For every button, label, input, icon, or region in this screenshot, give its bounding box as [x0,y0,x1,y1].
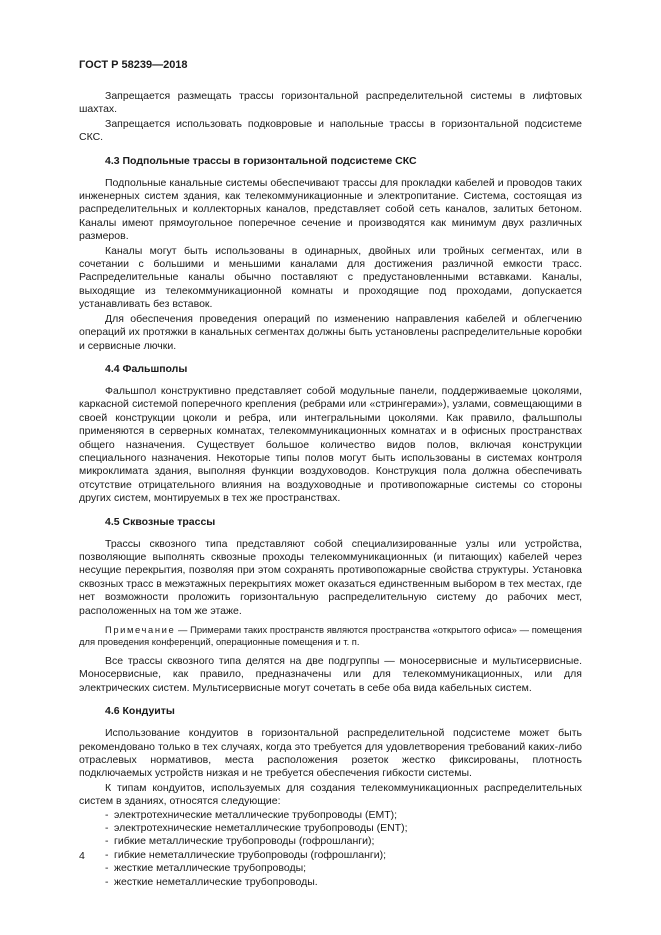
paragraph: Запрещается размещать трассы горизонтальной распределительной системы в лифтовых шахтах. [79,90,582,116]
list-item: - жесткие неметаллические трубопроводы. [105,875,318,888]
list-dash: - [105,835,109,848]
note [79,624,582,648]
list-item: - электротехнические неметаллические трубопроводы (ENT); [105,822,408,835]
section-heading-4-6: 4.6 Кондуиты [105,705,175,718]
list-item: - электротехнические металлические трубопроводы (ЕМТ); [105,808,398,821]
list-item: - жесткие металлические трубопроводы; [105,862,307,875]
conduit-types-list [79,809,582,889]
paragraph: Все трассы сквозного типа делятся на две подгруппы — моносервисные и мультисервисные. Моносервисные, как правило, предназначены или для телекоммуникационных, или для электрических систем. Мультисервисные могут сочетать в себе оба вида кабельных систем. [79,655,582,694]
list-dash: - [105,822,109,835]
note-label: Примечание [105,624,176,635]
page-header-standard: ГОСТ Р 58239—2018 [79,59,188,71]
paragraph: Использование кондуитов в горизонтальной распределительной подсистеме может быть рекомендовано только в тех случаях, когда это требуется для удовлетворения требований каких-либо отраслевых нормативов, места расположения розеток жестко фиксированы, плотность подключаемых устройств низкая и не требуется обеспечения гибкости системы. [79,727,582,780]
section-heading-4-4: 4.4 Фальшполы [105,362,188,375]
paragraph: Запрещается использовать подковровые и напольные трассы в горизонтальной подсистеме СКС. [79,117,582,144]
paragraph: Для обеспечения проведения операций по изменению направления кабелей и облегчению операций их протяжки в канальных сегментах должны быть установлены распределительные коробки и сервисные лючки. [79,312,582,352]
paragraph: Подпольные канальные системы обеспечивают трассы для прокладки кабелей и проводов таких инженерных систем здания, как телекоммуникационные и электропитание. Система, состоящая из распределительных и коллекторных каналов, представляет собой сеть каналов, залитых бетоном. Каналы имеют прямоугольное поперечное сечение и производятся как минимум двух различных размеров. [79,176,582,243]
page-number: 4 [79,850,85,862]
note-text: — Примерами таких пространств являются пространства «открытого офиса» — помещения для проведения конференций, операционные помещения и т. п. [79,624,582,647]
paragraph: Трассы сквозного типа представляют собой специализированные узлы или устройства, позволяющие выполнять сквозные проходы телекоммуникационных (и питающих) кабелей через несущие перекрытия, позволяя при этом сохранять противопожарные свойства структуры. Установка сквозных трасс в межэтажных перекрытиях может оказаться единственным выбором в тех местах, где нет возможности проложить горизонтальную распределительную систему до рабочих мест, расположенных на том же этаже. [79,537,582,617]
section-heading-4-3: 4.3 Подпольные трассы в горизонтальной подсистеме СКС [105,154,417,167]
list-dash: - [105,875,109,888]
paragraph: К типам кондуитов, используемых для создания телекоммуникационных распределительных систем в зданиях, относятся следующие: [79,781,582,808]
list-dash: - [105,848,109,861]
document-body [79,90,582,889]
list-item: - гибкие металлические трубопроводы (гофрошланги); [105,835,375,848]
paragraph: Каналы могут быть использованы в одинарных, двойных или тройных сегментах, или в сочетании с большими и меньшими каналами для достижения различной емкости трасс. Распределительные каналы обычно поставляют с предустановленными вставками. Каналы, выходящие из телекоммуникационной комнаты и проходящие под проходами, допускается устанавливать без вставок. [79,244,582,311]
list-item: - гибкие неметаллические трубопроводы (гофрошланги); [105,848,387,861]
list-dash: - [105,808,109,821]
section-heading-4-5: 4.5 Сквозные трассы [105,515,216,528]
paragraph: Фальшпол конструктивно представляет собой модульные панели, поддерживаемые цоколями, каркасной системой поперечного крепления (ребрами или «стрингерами»), узлами, совмещающими в своей конструкции цоколи и ребра, или интегральными цоколями. Как правило, фальшполы применяются в серверных комнатах, телекоммуникационных комнатах и в офисных пространствах общего назначения. Существует большое количество видов полов, включая конструкции специального назначения. Некоторые типы полов могут быть использованы в системах контроля микроклимата здания, выполняя функции воздуховодов. Конструкция пола должна обеспечивать отсутствие отрицательного влияния на воздуховодные и противопожарные системы со стороны других систем, монтируемых в тех же пространствах. [79,384,582,505]
list-dash: - [105,862,109,875]
